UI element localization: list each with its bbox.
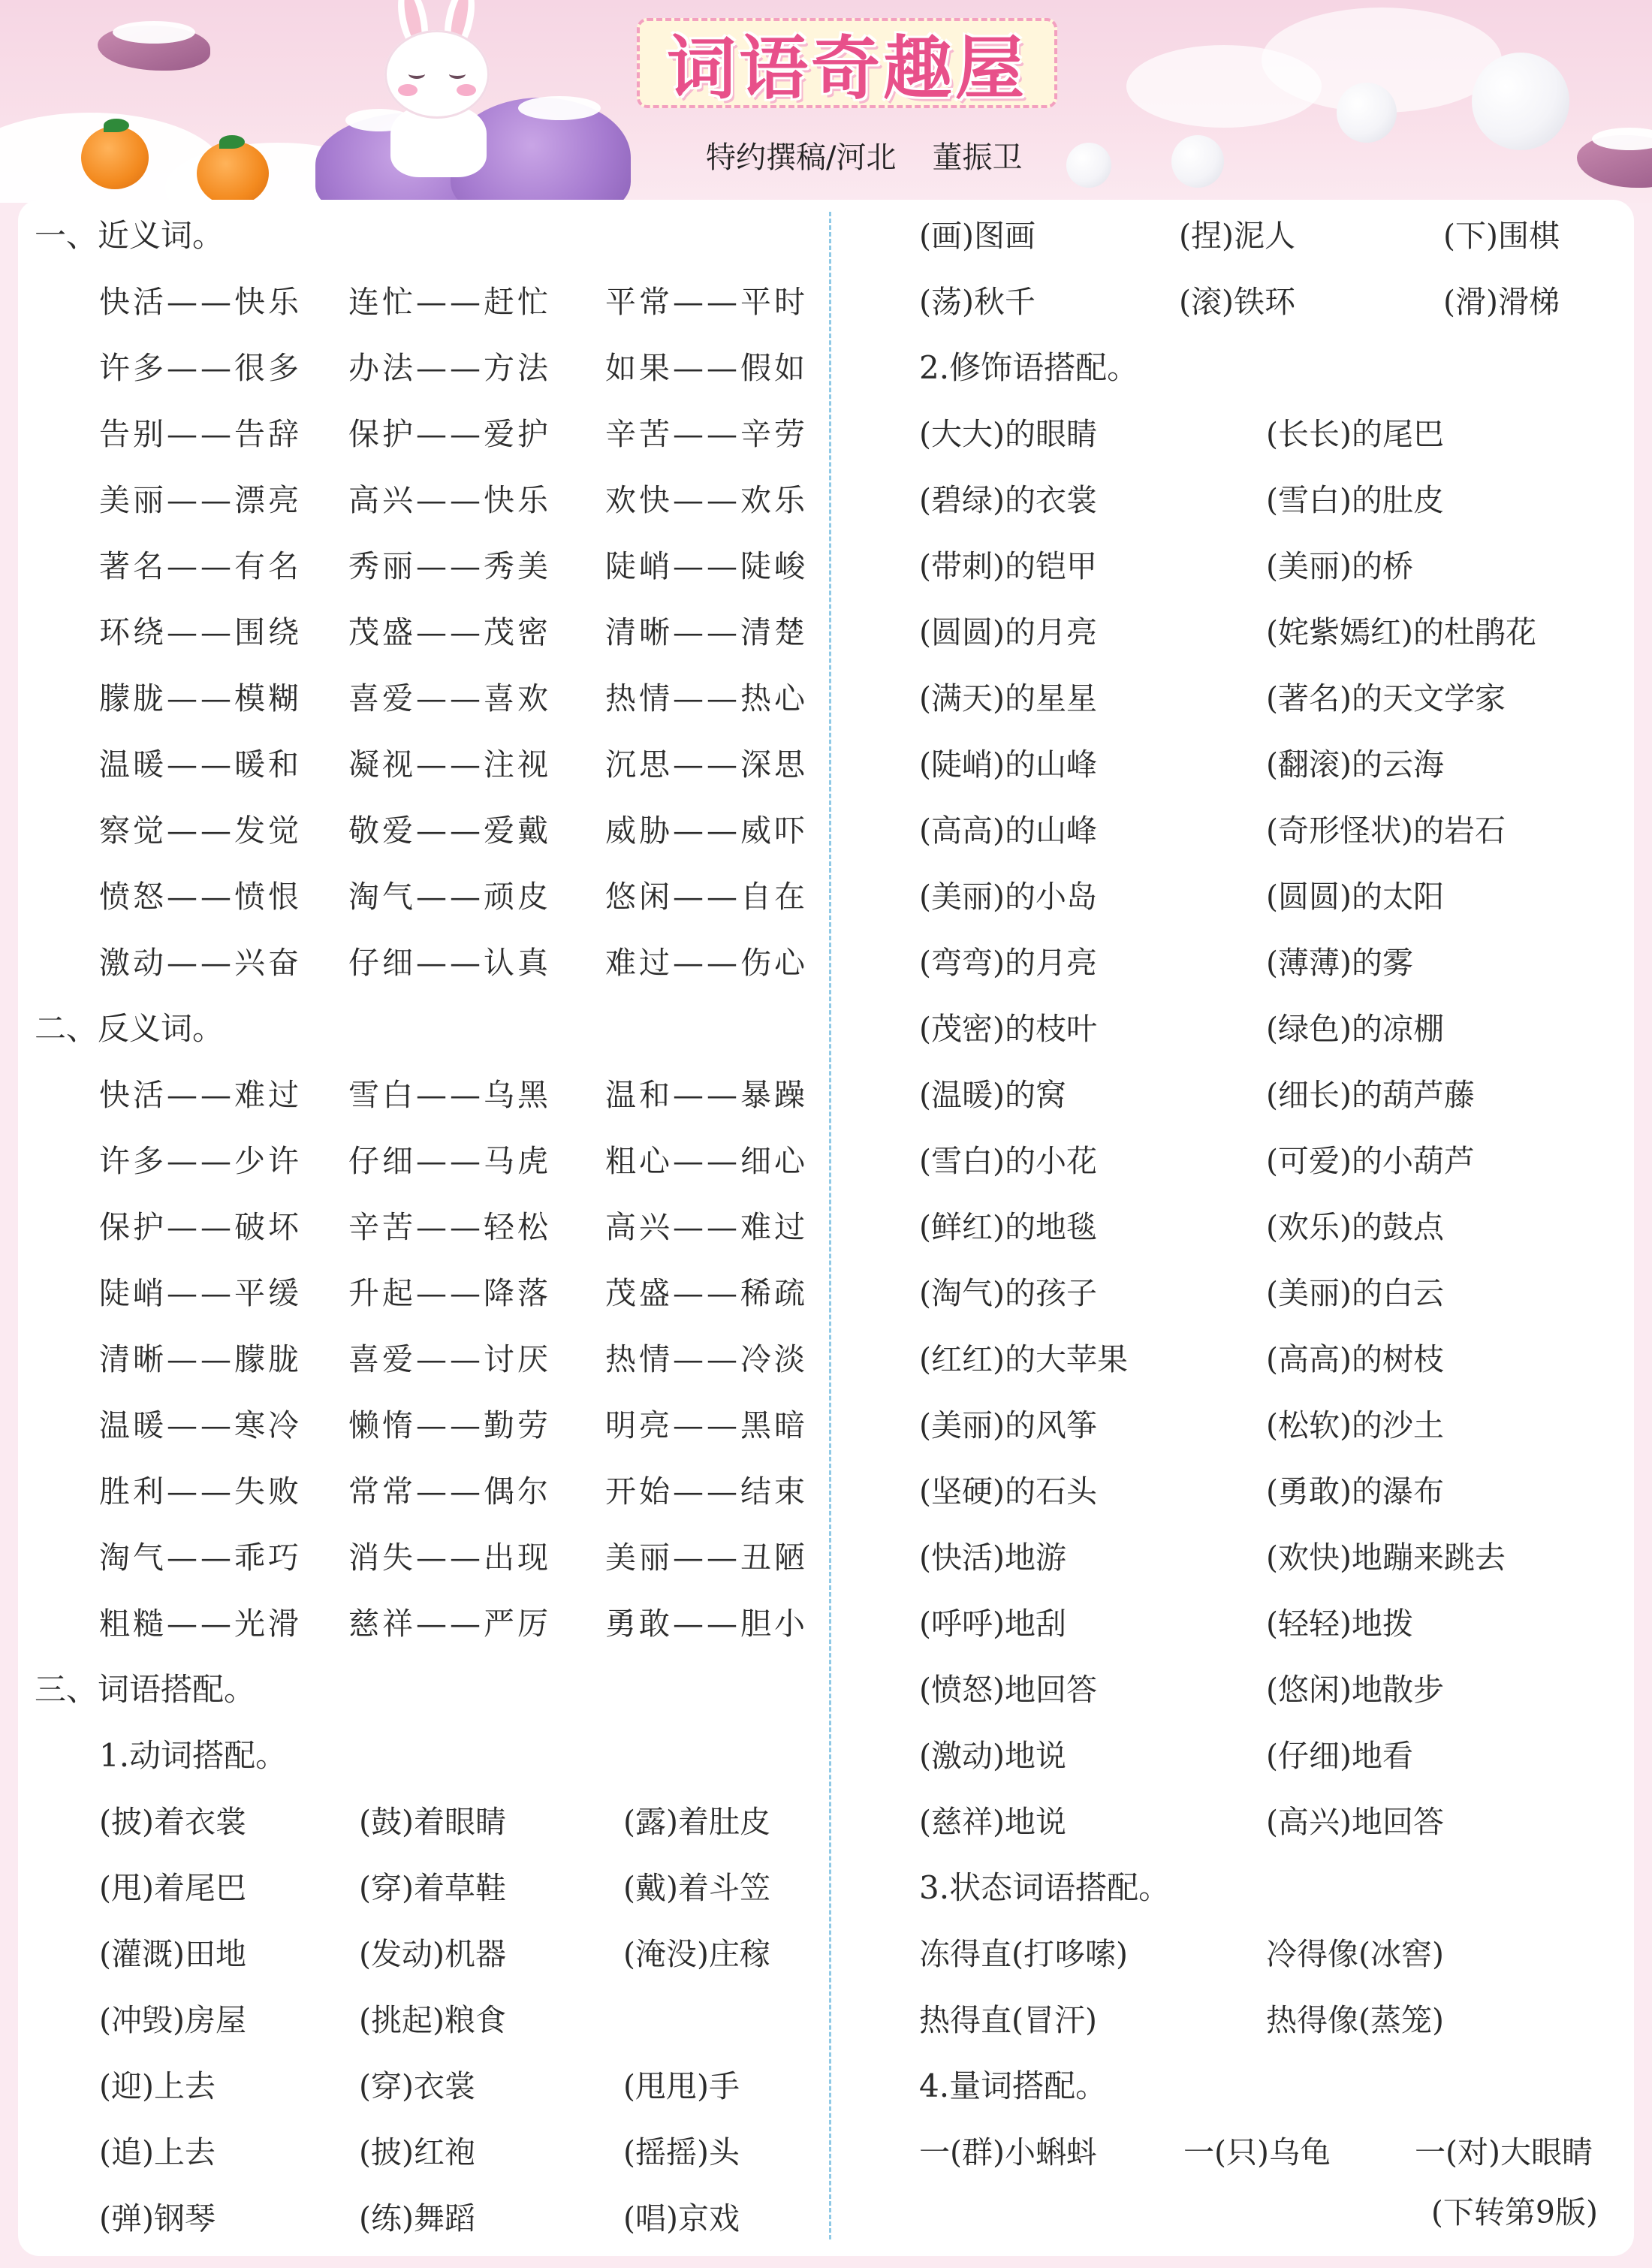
list-item: (淘气)的孩子 [919,1275,1097,1311]
list-item: 温和——暴躁 [605,1077,808,1113]
list-item: (美丽)的小岛 [919,879,1097,915]
list-row [35,930,815,996]
subheading-verb-collocation: 1.动词搭配。 [99,1737,288,1774]
list-row [35,665,815,731]
list-item: (雪白)的小花 [919,1143,1097,1179]
byline-source: 特约撰稿/河北 [706,140,897,175]
list-row [35,1855,815,1921]
byline [706,134,1022,176]
list-row [35,1392,815,1458]
list-row [919,864,1625,930]
list-item: (挑起)粮食 [359,2002,506,2038]
list-item: (练)舞蹈 [359,2200,475,2236]
measure-word-row [919,2119,1625,2185]
list-item: 淘气——顽皮 [348,879,551,915]
list-item: (灌溉)田地 [99,1936,246,1972]
list-item: 告别——告辞 [99,416,302,452]
snowball [1337,83,1397,143]
list-row [35,1987,815,2053]
list-item: 冷得像(冰窖) [1266,1936,1444,1972]
list-item: 淘气——乖巧 [99,1540,302,1576]
persimmon-icon [197,141,269,203]
list-item: (可爱)的小葫芦 [1266,1143,1475,1179]
list-row [35,731,815,798]
list-row [35,599,815,665]
list-item: (画)图画 [919,218,1036,254]
list-item: 快活——难过 [99,1077,302,1113]
list-row [919,203,1625,269]
list-item: (勇敢)的瀑布 [1266,1473,1444,1509]
list-item: (露)着肚皮 [623,1804,770,1840]
list-item: 欢快——欢乐 [605,482,808,518]
measure-item: 一(对)大眼睛 [1415,2134,1593,2170]
list-row [919,731,1625,798]
list-row [35,2185,815,2251]
subheading-measure-collocation: 4.量词搭配。 [919,2067,1108,2104]
list-row [919,1525,1625,1591]
bunny-eye [408,69,425,79]
list-item: (披)着衣裳 [99,1804,246,1840]
list-row [919,1921,1625,1987]
leaf-icon [219,135,245,149]
list-item: 凝视——注视 [348,746,551,783]
list-row [919,1392,1625,1458]
list-item: (红红)的大苹果 [919,1341,1128,1377]
list-item: (陡峭)的山峰 [919,746,1097,783]
list-item: 沉思——深思 [605,746,808,783]
list-item: 温暖——暖和 [99,746,302,783]
list-item: 激动——兴奋 [99,945,302,981]
list-row [35,1194,815,1260]
measure-item: 一(只)乌龟 [1183,2134,1331,2170]
list-item: 热得像(蒸笼) [1266,2002,1444,2038]
list-item: (披)红袍 [359,2134,475,2170]
column-divider [829,212,831,2239]
list-item: (弯弯)的月亮 [919,945,1097,981]
list-item: 难过——伤心 [605,945,808,981]
list-row [35,1326,815,1392]
section-heading-synonyms: 一、近义词。 [35,217,225,254]
bunny-cheek [398,84,418,96]
list-item: (呼呼)地刮 [919,1606,1066,1642]
list-item: 升起——降落 [348,1275,551,1311]
list-item: (鲜红)的地毯 [919,1209,1097,1245]
list-row [919,996,1625,1062]
list-item: 热得直(冒汗) [919,2002,1097,2038]
byline-author: 董振卫 [932,140,1023,175]
list-item: 美丽——丑陋 [605,1540,808,1576]
list-row [919,1723,1625,1789]
list-row [919,1326,1625,1392]
list-item: (激动)地说 [919,1738,1066,1774]
list-item: 高兴——快乐 [348,482,551,518]
list-item: (高高)的山峰 [919,813,1097,849]
list-item: (穿)衣裳 [359,2068,475,2104]
list-item: (姹紫嫣红)的杜鹃花 [1266,614,1536,650]
list-item: (戴)着斗笠 [623,1870,770,1906]
section-heading-antonyms: 二、反义词。 [35,1010,225,1047]
list-item: 消失——出现 [348,1540,551,1576]
continued-note: (下转第9版) [1430,2194,1598,2230]
list-item: 快活——快乐 [99,284,302,320]
list-row [919,467,1625,533]
list-item: 朦胧——模糊 [99,680,302,716]
list-item: 辛苦——辛劳 [605,416,808,452]
right-column [919,203,1625,2239]
list-row [35,1789,815,1855]
list-row [35,798,815,864]
list-row [919,1591,1625,1657]
list-item: 愤怒——愤恨 [99,879,302,915]
list-item: 喜爱——喜欢 [348,680,551,716]
list-item: 保护——爱护 [348,416,551,452]
list-item: 如果——假如 [605,350,808,386]
list-item: (美丽)的白云 [1266,1275,1444,1311]
list-item: (追)上去 [99,2134,216,2170]
list-item: 仔细——马虎 [348,1143,551,1179]
list-item: (温暖)的窝 [919,1077,1066,1113]
list-item: 陡峭——陡峻 [605,548,808,584]
list-item: (满天)的星星 [919,680,1097,716]
list-item: (欢快)地蹦来跳去 [1266,1540,1506,1576]
list-row [919,930,1625,996]
list-item: 平常——平时 [605,284,808,320]
list-row [35,1128,815,1194]
list-item: (茂密)的枝叶 [919,1011,1097,1047]
list-item: (圆圆)的月亮 [919,614,1097,650]
list-item: (愤怒)地回答 [919,1672,1097,1708]
verb-collocation-list [35,1789,815,2251]
list-row [919,1987,1625,2053]
list-row [35,1921,815,1987]
list-item: 美丽——漂亮 [99,482,302,518]
list-item: 陡峭——平缓 [99,1275,302,1311]
persimmon-icon [81,126,149,189]
list-item: (美丽)的桥 [1266,548,1413,584]
list-item: (奇形怪状)的岩石 [1266,813,1506,849]
verb-collocation-list-continued [919,203,1625,335]
list-row [919,665,1625,731]
list-item: 秀丽——秀美 [348,548,551,584]
list-item: 许多——少许 [99,1143,302,1179]
page-title: 词语奇趣屋 [666,29,1027,109]
list-row [35,1260,815,1326]
list-item: (细长)的葫芦藤 [1266,1077,1475,1113]
list-item: (高兴)地回答 [1266,1804,1444,1840]
list-item: 悠闲——自在 [605,879,808,915]
list-item: (大大)的眼睛 [919,416,1097,452]
list-item: 辛苦——轻松 [348,1209,551,1245]
state-collocation-list [919,1921,1625,2053]
list-item: (滑)滑梯 [1443,284,1560,320]
list-item: (薄薄)的雾 [1266,945,1413,981]
list-row [919,1260,1625,1326]
list-row [35,2053,815,2119]
list-item: 威胁——威吓 [605,813,808,849]
left-column [35,203,815,2251]
list-item: 茂盛——茂密 [348,614,551,650]
list-item: (绿色)的凉棚 [1266,1011,1444,1047]
measure-item: 一(群)小蝌蚪 [919,2134,1097,2170]
list-item: 仔细——认真 [348,945,551,981]
list-item: (悠闲)地散步 [1266,1672,1444,1708]
list-row [35,1458,815,1525]
list-item: (著名)的天文学家 [1266,680,1506,716]
list-row [919,1062,1625,1128]
list-item: 许多——很多 [99,350,302,386]
bunny-cheek [457,84,476,96]
list-item: (穿)着草鞋 [359,1870,506,1906]
list-row [35,1062,815,1128]
leaf-icon [104,119,129,132]
list-item: 胜利——失败 [99,1473,302,1509]
list-item: 温暖——寒冷 [99,1407,302,1443]
header-banner [0,0,1652,203]
list-item: (甩甩)手 [623,2068,740,2104]
list-item: 清晰——清楚 [605,614,808,650]
snow-cap [518,96,601,120]
list-item: (雪白)的肚皮 [1266,482,1444,518]
subheading-state-collocation: 3.状态词语搭配。 [919,1869,1171,1906]
modifier-collocation-list [919,401,1625,1855]
list-item: 勇敢——胆小 [605,1606,808,1642]
bunny-illustration [315,0,653,203]
list-item: 开始——结束 [605,1473,808,1509]
bunny-head [384,30,490,119]
list-item: 热情——热心 [605,680,808,716]
list-row [35,269,815,335]
list-item: (下)围棋 [1443,218,1560,254]
title-box [637,18,1057,108]
list-item: (快活)地游 [919,1540,1066,1576]
bunny-eye [449,69,466,79]
list-item: (荡)秋千 [919,284,1036,320]
list-row [919,798,1625,864]
snowball [1171,135,1224,188]
list-row [35,864,815,930]
snowball [1472,53,1569,150]
list-row [35,1591,815,1657]
list-item: (仔细)地看 [1266,1738,1413,1774]
list-item: (滚)铁环 [1179,284,1295,320]
list-item: (圆圆)的太阳 [1266,879,1444,915]
list-item: (摇摇)头 [623,2134,740,2170]
list-item: 环绕——围绕 [99,614,302,650]
list-item: 懒惰——勤劳 [348,1407,551,1443]
list-item: 常常——偶尔 [348,1473,551,1509]
list-row [919,1194,1625,1260]
list-item: (发动)机器 [359,1936,506,1972]
list-item: (松软)的沙土 [1266,1407,1444,1443]
list-row [919,269,1625,335]
snow-cap [113,21,195,44]
list-item: (迎)上去 [99,2068,216,2104]
list-item: (弹)钢琴 [99,2200,216,2236]
list-row [35,335,815,401]
list-item: 慈祥——严厉 [348,1606,551,1642]
list-item: 喜爱——讨厌 [348,1341,551,1377]
list-item: (长长)的尾巴 [1266,416,1444,452]
list-item: 著名——有名 [99,548,302,584]
list-item: (坚硬)的石头 [919,1473,1097,1509]
list-item: (欢乐)的鼓点 [1266,1209,1444,1245]
subheading-modifier-collocation: 2.修饰语搭配。 [919,349,1139,386]
list-row [35,2119,815,2185]
list-item: 粗心——细心 [605,1143,808,1179]
list-row [919,1789,1625,1855]
list-item: 粗糙——光滑 [99,1606,302,1642]
list-item: 冻得直(打哆嗦) [919,1936,1128,1972]
list-row [919,533,1625,599]
section-heading-collocation: 三、词语搭配。 [35,1671,256,1708]
list-item: 茂盛——稀疏 [605,1275,808,1311]
list-row [35,533,815,599]
list-item: (慈祥)地说 [919,1804,1066,1840]
list-row [35,1525,815,1591]
list-row [919,599,1625,665]
list-row [919,1657,1625,1723]
list-row [919,401,1625,467]
snowball [1066,143,1111,188]
list-item: 办法——方法 [348,350,551,386]
list-item: (淹没)庄稼 [623,1936,770,1972]
list-item: 连忙——赶忙 [348,284,551,320]
list-item: (翻滚)的云海 [1266,746,1444,783]
list-item: (美丽)的风筝 [919,1407,1097,1443]
list-item: (甩)着尾巴 [99,1870,246,1906]
list-item: 清晰——朦胧 [99,1341,302,1377]
list-item: (捏)泥人 [1179,218,1295,254]
list-item: (带刺)的铠甲 [919,548,1097,584]
list-item: 热情——冷淡 [605,1341,808,1377]
synonym-list [35,269,815,996]
list-item: (鼓)着眼睛 [359,1804,506,1840]
list-row [919,1128,1625,1194]
list-item: (冲毁)房屋 [99,2002,246,2038]
list-item: 雪白——乌黑 [348,1077,551,1113]
list-row [919,1458,1625,1525]
antonym-list [35,1062,815,1657]
list-item: 明亮——黑暗 [605,1407,808,1443]
list-item: (碧绿)的衣裳 [919,482,1097,518]
list-row [35,401,815,467]
list-item: 察觉——发觉 [99,813,302,849]
list-item: 保护——破坏 [99,1209,302,1245]
list-item: (高高)的树枝 [1266,1341,1444,1377]
list-row [35,467,815,533]
list-item: (唱)京戏 [623,2200,740,2236]
list-item: 高兴——难过 [605,1209,808,1245]
list-item: (轻轻)地拨 [1266,1606,1413,1642]
list-item: 敬爱——爱戴 [348,813,551,849]
